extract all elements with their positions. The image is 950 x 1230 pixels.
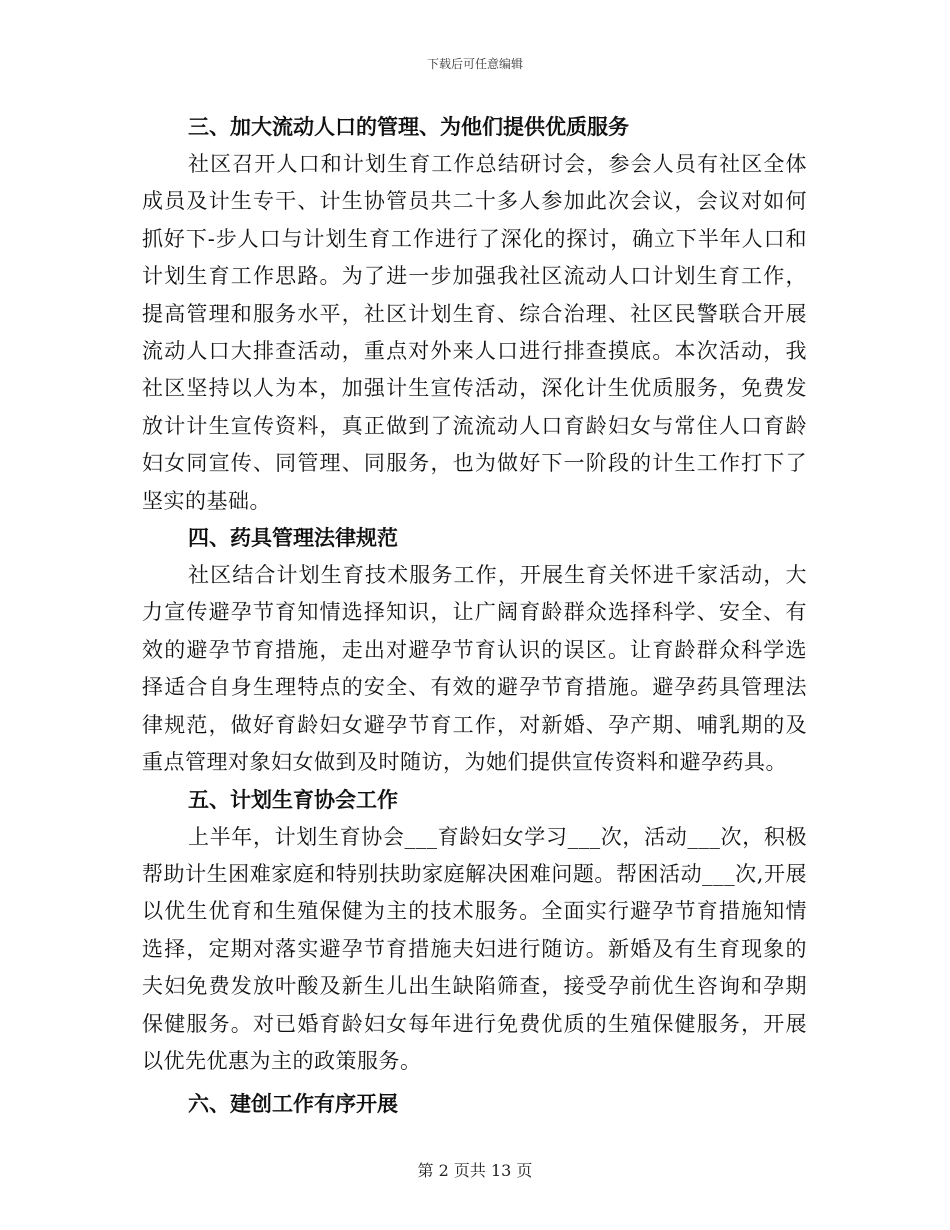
- section-heading-5: 五、计划生育协会工作: [188, 787, 398, 812]
- page-footer: 第 2 页共 13 页: [417, 1161, 533, 1180]
- section-paragraph-5: 上半年，计划生育协会___育龄妇女学习___次，活动___次，积极帮助计生困难家庭和特别扶助家庭解决困难问题。帮困活动___次,开展以优生优育和生殖保健为主的技术服务。全面实行避孕节育措施知情选择，定期对落实避孕节育措施夫妇进行随访。新婚及有生育现象的夫妇免费发放叶酸及新生儿出生缺陷筛查，接受孕前优生咨询和孕期保健服务。对已婚育龄妇女每年进行免费优质的生殖保健服务，开展以优先优惠为主的政策服务。: [142, 824, 807, 1073]
- page-header: 下载后可任意编辑: [426, 57, 523, 71]
- document-body: [142, 109, 807, 1123]
- section-heading-6: 六、建创工作有序开展: [188, 1092, 398, 1117]
- section-heading-4: 四、药具管理法律规范: [188, 526, 398, 551]
- section-paragraph-4: 社区结合计划生育技术服务工作，开展生育关怀进千家活动，大力宣传避孕节育知情选择知识，让广阔育龄群众选择科学、安全、有效的避孕节育措施，走出对避孕节育认识的误区。让育龄群众科学选择适合自身生理特点的安全、有效的避孕节育措施。避孕药具管理法律规范，做好育龄妇女避孕节育工作，对新婚、孕产期、哺乳期的及重点管理对象妇女做到及时随访，为她们提供宣传资料和避孕药具。: [142, 563, 807, 775]
- section-heading-3: 三、加大流动人口的管理、为他们提供优质服务: [188, 115, 629, 139]
- section-paragraph-3: 社区召开人口和计划生育工作总结研讨会，参会人员有社区全体成员及计生专干、计生协管员共二十多人参加此次会议，会议对如何抓好下-步人口与计划生育工作进行了深化的探讨，确立下半年人口和计划生育工作思路。为了进一步加强我社区流动人口计划生育工作，提高管理和服务水平，社区计划生育、综合治理、社区民警联合开展流动人口大排查活动，重点对外来人口进行排查摸底。本次活动，我社区坚持以人为本，加强计生宣传活动，深化计生优质服务，免费发放计计生宣传资料，真正做到了流流动人口育龄妇女与常住人口育龄妇女同宣传、同管理、同服务，也为做好下一阶段的计生工作打下了坚实的基础。: [142, 152, 807, 513]
